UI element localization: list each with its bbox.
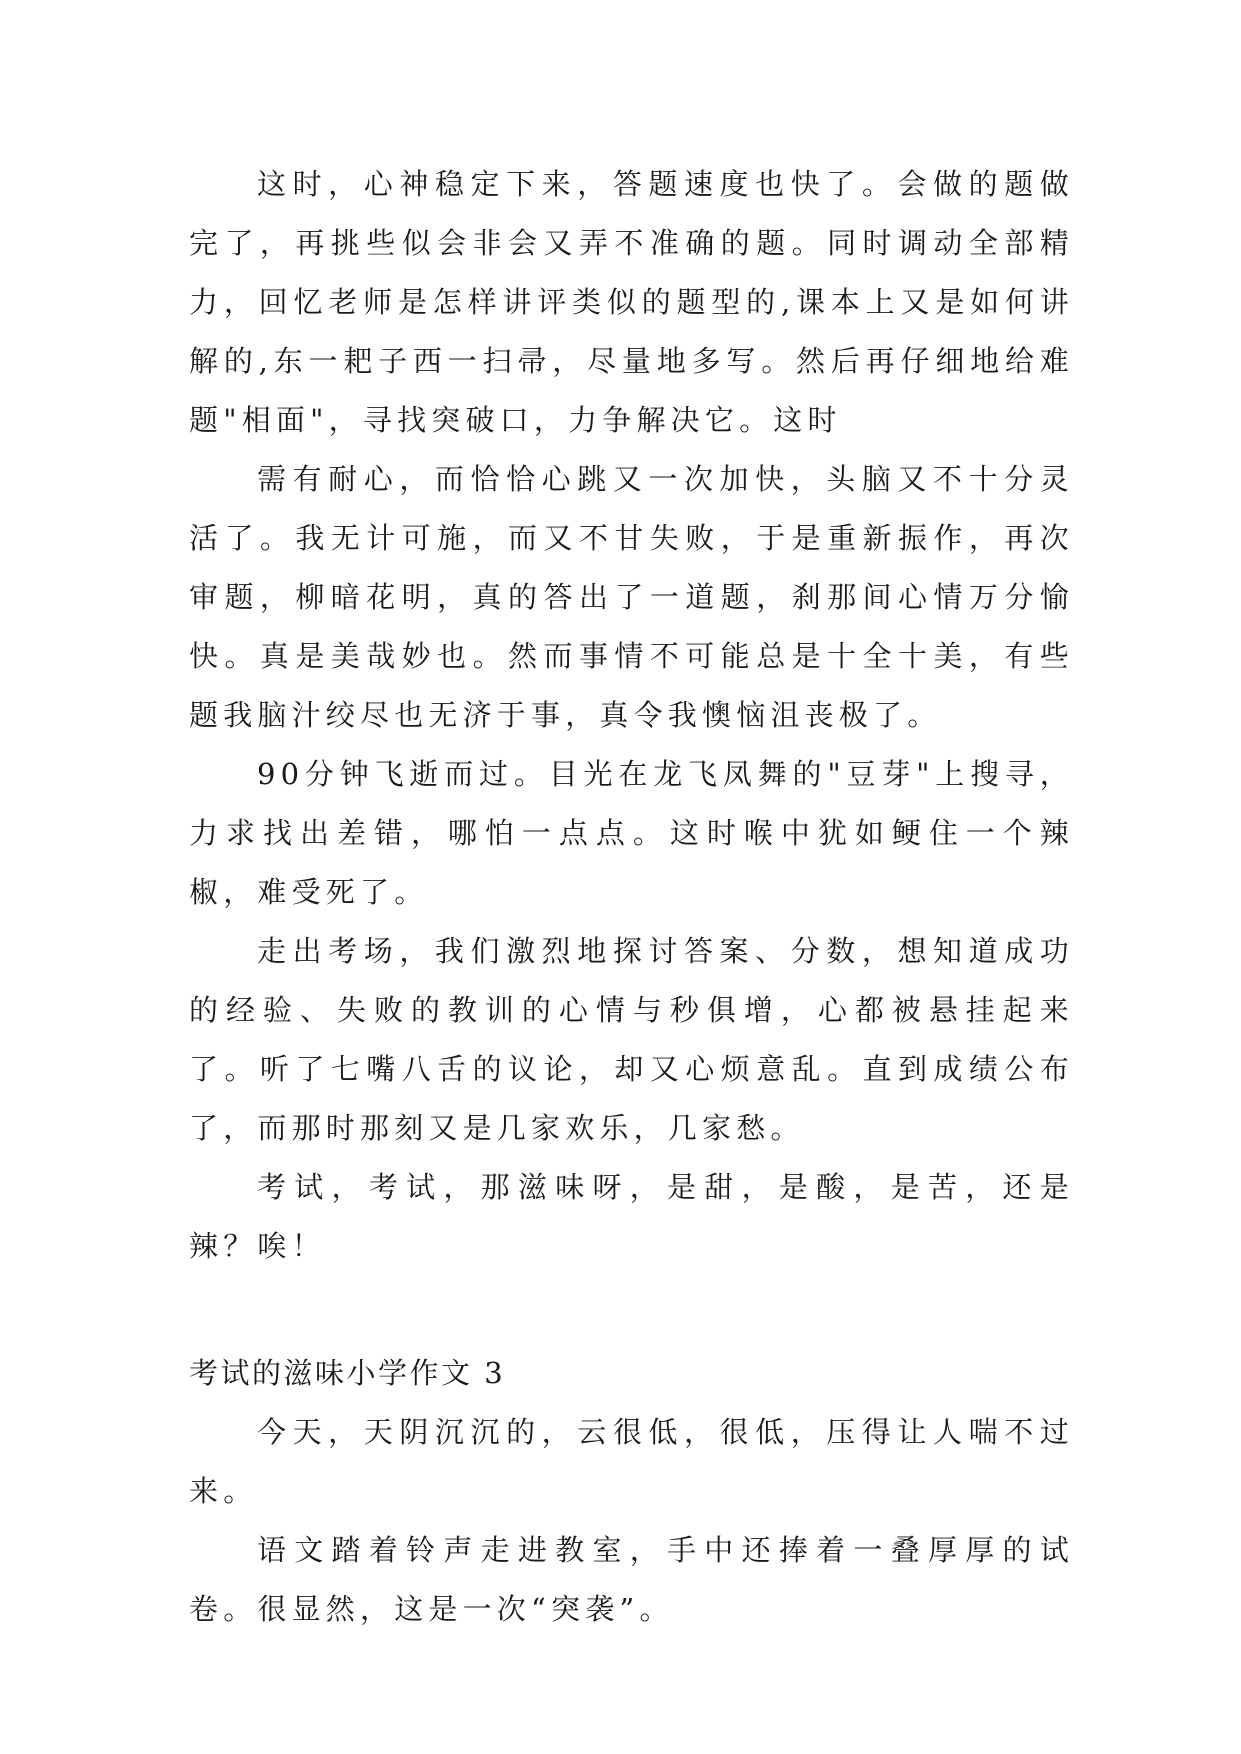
section-title: 考试的滋味小学作文 3 [189, 1356, 506, 1390]
paragraph: 今天，天阴沉沉的，云很低，很低，压得让人喘不过来。 [189, 1415, 1074, 1508]
paragraph: 需有耐心，而恰恰心跳又一次加快，头脑又不十分灵活了。我无计可施，而又不甘失败，于是重新振作，再次审题，柳暗花明，真的答出了一道题，刹那间心情万分愉快。真是美哉妙也。然而事情不可能总是十全十美，有些题我脑汁绞尽也无济于事，真令我懊恼沮丧极了。 [189, 462, 1074, 732]
paragraph: 走出考场，我们激烈地探讨答案、分数，想知道成功的经验、失败的教训的心情与秒俱增，心都被悬挂起来了。听了七嘴八舌的议论，却又心烦意乱。直到成绩公布了，而那时那刻又是几家欢乐，几家愁。 [189, 934, 1074, 1145]
paragraph: 语文踏着铃声走进教室，手中还捧着一叠厚厚的试卷。很显然，这是一次“突袭”。 [189, 1533, 1074, 1626]
paragraph: 考试，考试，那滋味呀，是甜，是酸，是苦，还是辣？唉！ [189, 1170, 1074, 1263]
paragraph: 90分钟飞逝而过。目光在龙飞凤舞的"豆芽"上搜寻，力求找出差错，哪怕一点点。这时喉中犹如鲠住一个辣椒，难受死了。 [189, 757, 1074, 909]
paragraph: 这时，心神稳定下来，答题速度也快了。会做的题做完了，再挑些似会非会又弄不准确的题。同时调动全部精力，回忆老师是怎样讲评类似的题型的,课本上又是如何讲解的,东一耙子西一扫帚，尽量地多写。然后再仔细地给难题"相面"，寻找突破口，力争解决它。这时 [189, 167, 1074, 437]
document-body [189, 155, 1074, 1639]
